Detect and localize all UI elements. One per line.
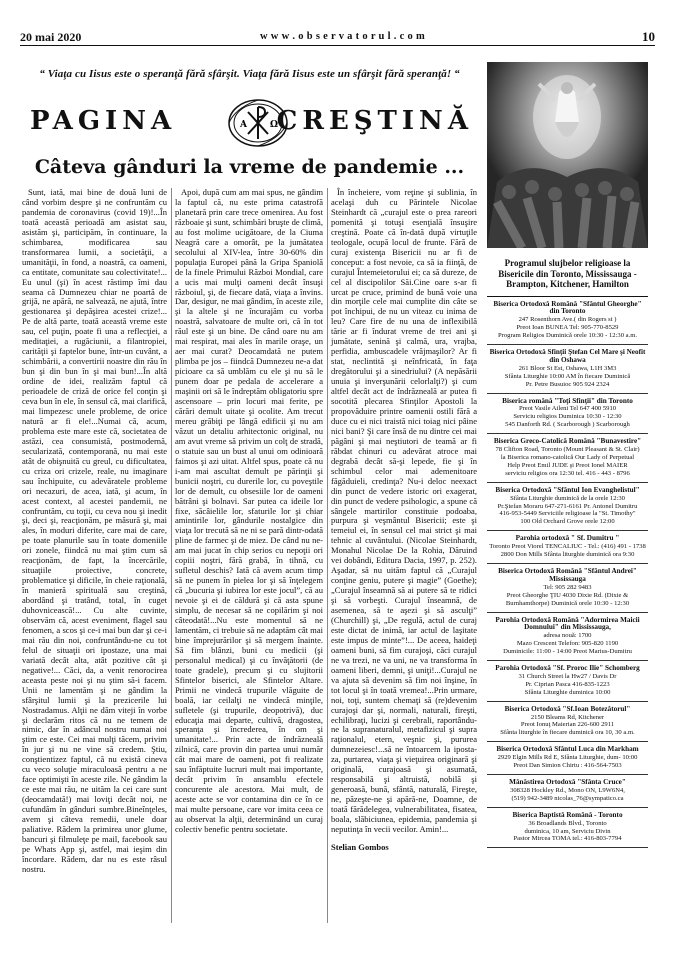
article-column-3 (331, 188, 477, 853)
church-name: Biserica Ortodoxă "Sfântul Ion Evanghelistul" (495, 485, 640, 494)
church-detail: la Biserica romano-catolică Our Lady of Perpetual (500, 454, 635, 461)
church-detail: Sfânta Liturghie 10:00 AM în fiecare Duminică (504, 372, 631, 380)
church-detail: 247 Rosenthorn Ave.( din Rogers st ) (518, 316, 617, 324)
church-detail: Help Preot Emil JUDE şi Preot Ionel MAIER (507, 461, 628, 469)
issue-date: 20 mai 2020 (20, 30, 82, 44)
article-title: Câteva gânduri la vreme de pandemie ... (34, 156, 465, 178)
church-detail: Duminicile: 11:00 - 14:00 Preot Marius-Dumitru (503, 648, 632, 656)
church-detail: 545 Danforth Rd. ( Scarborough ) Scarborough (505, 421, 630, 429)
sidebar-title: Programul slujbelor religioase la Bisericile din Toronto, Mississauga - Brampton, Kitchener, Hamilton (487, 252, 648, 297)
church-detail: 261 Bloor St Est, Oshawa, L1H 3M3 (518, 364, 617, 372)
church-detail: duminica, 10 am, Serviciu Divin (524, 827, 611, 835)
church-listing (487, 661, 648, 702)
article-column-1 (22, 188, 167, 875)
article-text: Apoi, după cum am mai spus, ne gândim la faptul că, nu este prima catastrofă planetară prin care trece omenirea. Au fost războaie şi sunt, schimbări bruşte de climă, au fost molime ucigătoare, de la Ciuma Neagră care a omorât, pe la jumătatea secolului al XIV-lea, între 30-60% din populaţia Europei până la Gripa Spaniolă de la finele Primului Război Mondial, care a ucis mai mulţi oameni decât însuşi războiul, şi, de fiecare dată, viaţa a învins. Dar, desigur, ne mai gândim, în aceste zile, şi la altele şi ne încurajăm cu vorba noastră, salvatoare de multe ori, că în tot răul este şi un bine. De când oare nu am mai respirat, mai ales în marile oraşe, un aer mai curat? Deocamdată ne putem plimba pe jos – fiindcă Dumnezeu ne-a dat picioare ca să umblăm cu ele şi nu să le punem doar pe pedala de accelerare a maşinii ori să le îndreptăm obligatoriu spre ascensoare – prin locuri mai ferite, pe cărări demult uitate şi ocolite. Am trecut mereu grăbiţi pe lângă edificii şi nu am văzut un detaliu arhitectonic original, nu am avut vreme să privim un colţ de stradă, o statuie sau un bust al unui om odinioară faimos şi azi uitat. Altfel spus, poate că nu i-am mai ascultat demult pe părinţii şi bunicii noştri, cu durerile lor, cu poveştile lor de demult, cu obsesiile lor de oameni bătrâni şi bolnavi. Sar putea ca ideile lor fixe, săcâielile lor, sfaturile lor şi chiar amintirile lor, gândurile nostalgice din viaţa lor trecută să ne ni se pară dintr-odată pline de farmec şi de miez. De când nu ne-am mai jucat în chip serios cu nepoţii ori copiii noştri, fără grabă, în tihnă, cu sufletul deschis? Iată că avem acum timp să ne punem în pielea lor şi să înţelegem că „bucuria şi iubirea lor este jocul”, că au nevoie şi ei de căldură şi că asta spune simplu, de necesar să ne copilărim şi noi câteodată!...Nu este momentul să ne lamentăm, ci trebuie să ne adaptăm cât mai bine împrejurărilor şi să mergem înainte. Să fim blânzi, buni cu medicii (şi personalul medical) şi cu învăţătorii (de toate gradele), precum şi cu slujitorii Sfintelor biserici, ale Sfintelor Altare. Primii ne vindecă trupurile vlăguite de boală, iar ceilalţi ne vindecă minţile, sufletele (şi trupurile, deopotrivă), duc educaţia mai departe, cultivă, dragostea, speranţa şi încrederea, în om şi umanitate!... Prin acte de îndrăzneală zilnică, care provin din partea unui număr cât mai mare de oameni, pot fi realizate sau înfăptuite lucruri mult mai importante, decât privim în ansamblu efectele concurente ale acestora. Mai mult, de aceste acte se vor contamina din ce în ce mai multe persoane, care vor imita ceea ce au observat la alţii, determinând un curaj colectiv benefic pentru societate. (175, 187, 323, 834)
church-listing (487, 702, 648, 743)
church-name: Biserica Ortodoxă Sfinţii Ştefan Cel Mare şi Neofit din Oshawa (489, 348, 646, 364)
article-author: Stelian Gombos (331, 841, 389, 852)
church-name: Biserica română "Toţi Sfinţii" din Toronto (502, 396, 633, 405)
church-detail: 36 Broadlands Blvd., Toronto (528, 819, 607, 827)
church-detail: Preot Dan Simion Chirtu : 416-564-7503 (513, 762, 622, 770)
church-detail: Preot Ioan BUNEA Tel: 905-770-8529 (516, 324, 619, 332)
church-detail: 31 Church Street la Hw27 / Davis Dr (518, 672, 617, 680)
church-detail: Sfânta Liturghie duminică de la orele 12:30 (510, 494, 625, 502)
church-listing (487, 483, 648, 532)
article-text: Sunt, iată, mai bine de două luni de când vorbim despre şi ne confruntăm cu pandemia de coronavirus (covid 19)!...În toată această perioadă am asistat sau, asistăm şi, participăm, în continuare, la schimbarea, modificarea sau transformarea lumii, a societăţii, a umanităţii, în fond, a noastră, ca oameni, ca entitate, comunitate sau colectivitate!... Eu unul (şi) în acest răstimp îmi dau seama că Dumnezeu chiar ne poartă de grijă, ne apără, ne salvează, ne ajută, între gestionarea şi depăşirea acestei crize!... Pe de altă parte, toată această vreme este sau, cel puţin, poate fi una a reflecţiei, a meditaţiei, a rugăciunii, a filantropiei, carităţii şi faptelor bune, într-un cuvânt, a schimbării, a convertirii noastre din rău în bun şi din bun în şi mai bun!...În altă ordine de idei, realizăm faptul că perioadele de criză de orice fel conţin şi ceva bun în ele, în sensul că, mai clarifică, mai limpezesc unele probleme, de orice natură ar fi ele!...Numai că, acum, problema este mare este că, societatea de astăzi, cea consumistă, postmodernă, secularizată, contemporană, nu mai este atât de obişnuită cu greul, cu dificultatea, cu criza ori crizele, reale, nu imaginare sau închipuite, cu adevăratele probleme ori necazuri, de acea, iată, şi acum, în acest context, al acestei pandemii, ne confruntăm, cu toţii, cu ceva nou şi inedit şi, deci şi, reacţionăm, pe măsură şi, mai ales, în moduri diferite, care mai de care, pe toate planurile sau în toate domeniile ori zonele, fiindcă nu mai ştim cum să reacţionăm, de fapt, la încercările, situaţiile proiective, concrete, problematice şi dificile, în cheie raţională, în manieră spirituală sau creştină, abordând şi tratând, total, în cuget duhovnicească!... Cu alte cuvinte, observăm că, acest eveniment, flagel sau fenomen, a scos şi ce-i mai bun dar şi ce-i mai rău din noi, confruntându-ne cu tot felul de situaţii ori ipostaze, una mai variată decât alta, atât pozitive cât şi negative!... Căci, da, a venit renorocirea aceasta peste noi şi nu ştim să-i facem. Unii ne lamentăm şi ne gândim la sfârşitul lumii şi la prezicerile lui Nostradamus. Alţii ne dăm viteji în vorbe şi declarăm ritos că nu ne temem de nimic, dar în adâncul nostru numai noi ştim ce este. Cei mai mulţi tăcem, privim în jur şi nu ne vine să credem. Ştiu, conştientizez faptul, că nu există cineva cu veco soluţie miraculoasă pentru a ne face optimişti în aceste zile. Ne gândim la ce este mai rău, ne uităm la cei care sunt (deocamdată!) mai loviţi decât noi, ne cufundăm în gânduri sumbre.Bineînţeles, avem şi câteva remedii, unele doar paliative. Rădem la primirea unor glume, bancuri şi filmuleţe pe mail, facebook sau pe Whats App şi, astfel, mai ieşim din încordare. Rădem, dar nu es este râsul nostru. (22, 187, 167, 874)
church-name: Biserica Ortodoxă Sfântul Luca din Markham (496, 745, 639, 754)
svg-text:A: A (240, 120, 247, 130)
church-detail: Serviciu religios Duminica 10:30 - 12:30 (513, 413, 622, 421)
article-column-2 (175, 188, 323, 835)
church-detail: 2150 Bleams Rd, Kitchener (530, 713, 605, 721)
church-detail: Pastor Mircea TOMA tel.: 416-803-7794 (513, 835, 622, 843)
column-divider (327, 188, 328, 923)
church-detail: Pr.Ştefan Moraru 647-271-6161 Pr. Antonel Dumitru (497, 502, 638, 510)
column-divider (171, 188, 172, 923)
church-name: Biserica Greco-Catolică Română "Bunavestire" (493, 437, 642, 446)
article-text: În încheiere, vom reţine şi sublinia, în acelaşi duh cu Părintele Nicolae Steinhardt că „curajul este o prea rareori pomenită şi totuşi esenţială însuşire creştină. Poate că în-dată după virtuţile teologale, ocupă locul de frunte. Fără de curaj existenţa Bisericii nu ar fi de conceput: a fost nevoie, ca să ia fiinţă, de curajul Întemeietorului ei; ca să dureze, de cel al discipolilor Săi.Cine oare s-ar fi urcat pe cruce, primind de bună voie una din morţile cele mai cumplite din câte se pot închipui, de nu un viteaz cu inima de leu? Care fire de nu una de inflexibilă tărie ar fi îndurat vreme de trei ani şi jumătate, senină şi calmă, ura, vrajba, perfidia, ambuscadele vrăjmaşilor? Ar fi stat, neclintită şi neînfricată, în faţa dregătorului şi a sinedriului? (A nepăsării unuia şi inverşunării celorlalţi?) şi cum altfel decât act de îndrăzneală ar putea fi socotită plecarea Sfinţilor Apostoli la propovăduire printre oamenii ostili fără a duce cu ei nici traistă nici toiag nici pâine nici bani? Şi care însă de nu dintre cei mai păgâni şi mai neştiutori de teamă ar fi răbdat chinuri cu adevărat atroce mai degrabă decât să-şi lepede, fie şi în schimbul celor mai ademenitoare făgăduieli, credinţa? Nu-i deloc neexact din punct de vedere istoric ori exagerat, din punct de vedere psihologic, a spune că sângele martirilor constituie podoaba, purpura şi veşmântul Bisericii; este şi temeiul ei, în sensul cel mai strict şi mai tehnic al cuvântului. (Nicolae Steinhardt, Monahul Nicolae De la Rohia, Dăruind vei dobândi, Editura Dacia, 1997, p. 252). Aşadar, să nu uităm faptul că „Curajul conţine geniu, putere şi magie” (Goethe); „Curajul înseamnă să ai putere să te ridici şi să vorbeşti. Curajul înseamnă, de asemenea, să te aşezi şi să asculţi” (Churchill) şi, „De regulă, actul de curaj este dictat de inimă, iar actul de laşitate este impus de minte”!... De aceea, haideţi oameni buni, să fim curajoşi, căci curajul ne va trezi, ne va uni, ne va transforma în oameni liberi, demni, şi uniţi!...Curajul ne va ajuta să devenim să fim noi înşine, în tot locul şi în toată vremea!...Prin urmare, noi, toţi, suntem chemaţi să (re)devenim curajoşi dar şi, normali, naturali, fireşti, echilibraţi, lucizi şi cerebrali, raportându-ne la supranaturalul, metafizicul şi supra raţionalul, etern, veşnic şi, pururea dumnezeiesc!...să ne întoarcem la ipostaza, purtarea, viaţa şi vieţuirea originară şi originală, curajoasă şi asumată, responsabilă şi altruistă, nobilă şi generoasă, bună, sfântă, naturală, Fireşte, ne, păzeşte-ne şi apără-ne, Doamne, de toată fărădelegea, vulnerabilitatea, fisatea, boala, slăbiciunea, epidemia, pandemia şi neputinţa în vecii vecilor. Amin!... (331, 187, 477, 834)
church-detail: Tel: 905 282 9483 (543, 583, 592, 591)
church-listing (487, 613, 648, 662)
church-detail: 78 Clifton Road, Toronto (Mount Pleasant & St. Clair) (495, 446, 640, 454)
church-name: Biserica Ortodoxă Română "Sfântul Gheorghe" din Toronto (493, 299, 642, 316)
church-detail: Pr. Ciprian Pasca 416-835-1223 (525, 680, 610, 688)
church-detail: Preot Ionuţ Maierian 226-600 2911 (520, 721, 615, 729)
church-detail: 308328 Hockley Rd., Mono ON, L9W6N4, (510, 786, 625, 794)
church-detail: adresa nouă: 1700 (543, 632, 592, 640)
church-detail: 416-953-5449 Serviciile religioase la "St. Timothy" (499, 510, 636, 518)
church-detail: Program Religios Duminică orele 10:30 - 12:30 a.m. (498, 332, 637, 340)
church-listing (487, 808, 648, 849)
church-listing (487, 394, 648, 435)
header-rule (20, 45, 655, 46)
church-detail: 2800 Don Mills Sfânta liturghie duminică ora 9:30 (500, 551, 635, 559)
church-detail: Burnhamthorpe) Duminică orele 10:30 - 12:30 (505, 599, 630, 607)
church-name: Parohia Ortodoxă "Sf. Proroc Ilie" Schomberg (495, 664, 640, 673)
church-listing (487, 531, 648, 564)
church-listing (487, 434, 648, 483)
church-detail: Preot Vasile Aileni Tel 647 400 5910 (518, 405, 617, 413)
church-listing (487, 742, 648, 775)
church-name: Biserica Baptistă Română - Toronto (512, 810, 623, 819)
church-detail: Preot Gheorghe ŢIU 4030 Dixie Rd. (Dixie & (506, 591, 629, 599)
svg-text:Ω: Ω (270, 120, 279, 130)
page-title-word-2: CREŞTINĂ (276, 106, 473, 136)
page-title-word-1: PAGINA (30, 106, 177, 136)
church-detail: Toronto Preot Viorel TENCALIUC - Tel.: (416) 491 - 1738 (489, 543, 646, 551)
church-name: Mănăstirea Ortodoxă "Sfânta Cruce" (509, 778, 626, 786)
church-listing (487, 297, 648, 346)
church-detail: Pr. Petre Busuioc 905 924 2324 (525, 380, 610, 388)
church-name: Biserica Ortodoxă "Sf.Ioan Botezătorul" (504, 704, 631, 713)
church-detail: serviciu religios ora 12:30 tel. 416 - 443 - 8796 (505, 469, 630, 477)
church-listing (487, 775, 648, 808)
church-detail: Sfânta liturghie în fiecare duminică ora 10, 30 a.m. (500, 729, 635, 737)
church-detail: 100 Old Orchard Grove orele 12:00 (520, 518, 615, 526)
church-detail: (519) 942-3489 nicolas_76@sympatico.ca (511, 794, 624, 802)
church-detail: 2929 Elgin Mills Rd E, Sfânta Liturghie, dum- 10:00 (497, 754, 638, 762)
ascension-painting (487, 62, 648, 248)
church-listing (487, 345, 648, 394)
website-url[interactable]: w w w . o b s e r v a t o r u l . c o m (260, 31, 426, 42)
church-name: Biserica Ortodoxă Română "Sfântul Andrei" Mississauga (498, 566, 637, 583)
church-name: Parohia ortodoxă " Sf. Dumitru " (515, 534, 620, 543)
church-detail: Mazo Crescent Telefon: 905-820 1190 (516, 640, 619, 648)
motto: “ Viaţa cu Iisus este o speranţă fără sfârşit. Viaţa fără Iisus este un sfârşit fără speranţă! “ (39, 68, 460, 80)
church-list (487, 297, 648, 849)
page-title (22, 98, 477, 153)
page-number: 10 (642, 29, 655, 44)
church-schedule-sidebar (487, 252, 648, 848)
page-header (20, 30, 655, 46)
church-detail: Sfânta Liturghie duminica 10:00 (524, 688, 611, 696)
church-name: Parohia Ortodoxă Română "Adormirea Maicii Domnului" din Mississauga, (495, 615, 640, 632)
church-listing (487, 564, 648, 613)
